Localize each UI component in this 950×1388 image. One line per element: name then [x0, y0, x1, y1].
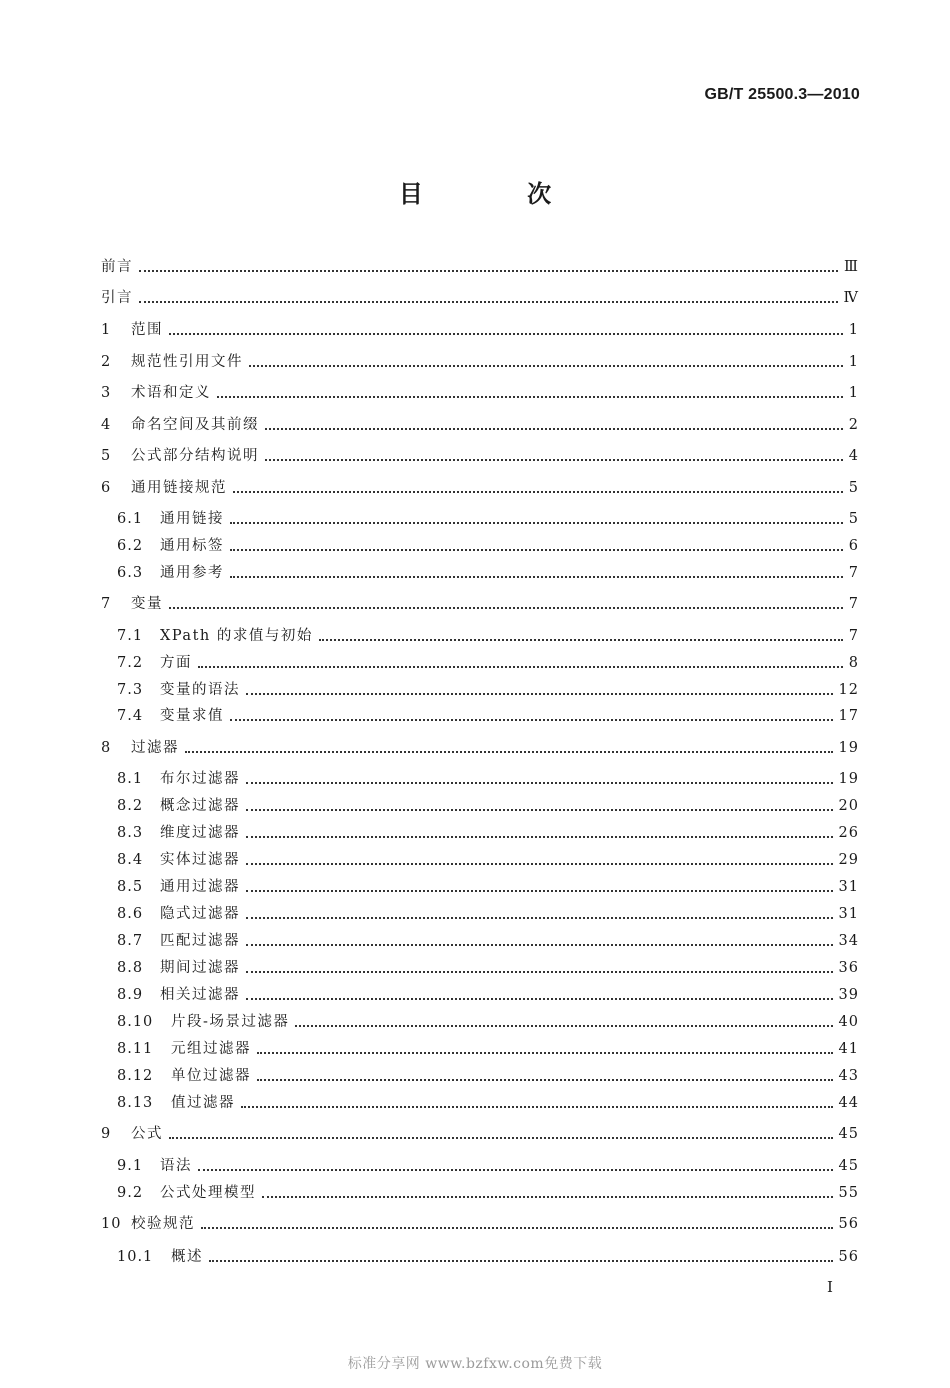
toc-leader-dots: [257, 1052, 833, 1054]
toc-entry-number: 8.3: [117, 825, 144, 841]
toc-entry-title: 通用过滤器: [160, 879, 240, 895]
toc-leader-dots: [262, 1196, 833, 1198]
toc-entry-number: 3: [101, 385, 112, 401]
toc-leader-dots: [246, 836, 833, 838]
toc-entry[interactable]: [101, 414, 859, 436]
toc-entry-page: 41: [838, 1041, 859, 1057]
toc-entry[interactable]: [117, 1065, 859, 1087]
toc-entry-page: 31: [838, 879, 859, 895]
toc-entry-page: 55: [838, 1185, 859, 1201]
toc-entry-number: 8: [101, 740, 112, 756]
toc-entry[interactable]: [117, 1155, 859, 1177]
toc-entry-page: Ⅲ: [844, 259, 859, 275]
toc-entry[interactable]: [117, 1038, 859, 1060]
toc-entry-number: 7: [101, 596, 112, 612]
toc-entry-number: 8.5: [117, 879, 144, 895]
toc-entry-number: 8.11: [117, 1041, 154, 1057]
toc-entry-number: 8.4: [117, 852, 144, 868]
toc-leader-dots: [201, 1227, 833, 1229]
toc-entry[interactable]: [101, 256, 859, 278]
toc-entry[interactable]: [101, 477, 859, 499]
toc-entry-number: 9.2: [117, 1185, 144, 1201]
toc-entry-title: 概述: [171, 1249, 203, 1265]
toc-entry[interactable]: [117, 625, 859, 647]
toc-entry[interactable]: [117, 1182, 859, 1204]
toc-entry-title: 片段-场景过滤器: [171, 1014, 290, 1030]
toc-entry-number: 8.10: [117, 1014, 154, 1030]
toc-leader-dots: [246, 693, 833, 695]
toc-entry-title: 相关过滤器: [160, 987, 240, 1003]
toc-entry-page: 2: [848, 417, 859, 433]
toc-entry[interactable]: [101, 351, 859, 373]
toc-entry-title: 校验规范: [131, 1216, 195, 1232]
toc-entry[interactable]: [101, 382, 859, 404]
toc-leader-dots: [246, 944, 833, 946]
toc-entry-page: 56: [838, 1216, 859, 1232]
toc-entry-title: 公式部分结构说明: [131, 448, 259, 464]
toc-entry-title: 引言: [101, 290, 133, 306]
toc-entry[interactable]: [117, 876, 859, 898]
toc-leader-dots: [246, 809, 833, 811]
toc-entry-title: 通用参考: [160, 565, 224, 581]
toc-entry[interactable]: [101, 1123, 859, 1145]
toc-entry-number: 6.2: [117, 538, 144, 554]
toc-leader-dots: [209, 1260, 833, 1262]
toc-entry-number: 6.1: [117, 511, 144, 527]
toc-entry-number: 7.1: [117, 628, 144, 644]
toc-entry-page: 19: [838, 740, 859, 756]
toc-entry-number: 8.6: [117, 906, 144, 922]
toc-entry[interactable]: [117, 768, 859, 790]
toc-entry[interactable]: [117, 1092, 859, 1114]
toc-entry-number: 8.13: [117, 1095, 154, 1111]
page-title: 目 次: [398, 180, 600, 208]
toc-entry-title: 元组过滤器: [171, 1041, 251, 1057]
toc-entry-title: 匹配过滤器: [160, 933, 240, 949]
toc-entry[interactable]: [117, 795, 859, 817]
toc-leader-dots: [230, 549, 843, 551]
toc-entry[interactable]: [117, 822, 859, 844]
toc-entry-page: 45: [838, 1126, 859, 1142]
toc-leader-dots: [230, 522, 843, 524]
toc-entry[interactable]: [101, 737, 859, 759]
toc-entry-page: 1: [848, 385, 859, 401]
toc-entry[interactable]: [117, 508, 859, 530]
toc-entry-page: 7: [848, 596, 859, 612]
standard-number: GB/T 25500.3—2010: [704, 86, 860, 103]
toc-entry-page: 45: [838, 1158, 859, 1174]
toc-leader-dots: [230, 576, 843, 578]
toc-entry-page: 1: [848, 354, 859, 370]
toc-entry-title: 隐式过滤器: [160, 906, 240, 922]
toc-entry-page: 39: [838, 987, 859, 1003]
toc-entry-title: 通用标签: [160, 538, 224, 554]
toc-entry-title: XPath 的求值与初始: [160, 628, 313, 644]
toc-entry-number: 2: [101, 354, 112, 370]
toc-leader-dots: [246, 890, 833, 892]
toc-leader-dots: [230, 719, 833, 721]
toc-entry-number: 9.1: [117, 1158, 144, 1174]
toc-entry-title: 实体过滤器: [160, 852, 240, 868]
toc-leader-dots: [169, 1137, 833, 1139]
toc-entry-title: 通用链接规范: [131, 480, 227, 496]
toc-leader-dots: [169, 607, 843, 609]
toc-entry-number: 7.3: [117, 682, 144, 698]
toc-entry-page: 5: [848, 480, 859, 496]
toc-entry-page: 1: [848, 322, 859, 338]
toc-entry[interactable]: [101, 445, 859, 467]
toc-entry-title: 值过滤器: [171, 1095, 235, 1111]
toc-entry-page: 43: [838, 1068, 859, 1084]
toc-entry-page: 8: [848, 655, 859, 671]
toc-leader-dots: [257, 1079, 833, 1081]
toc-entry-title: 概念过滤器: [160, 798, 240, 814]
toc-leader-dots: [169, 333, 843, 335]
toc-entry-number: 8.9: [117, 987, 144, 1003]
toc-leader-dots: [295, 1025, 832, 1027]
toc-leader-dots: [241, 1106, 833, 1108]
toc-entry-title: 期间过滤器: [160, 960, 240, 976]
toc-entry-page: 6: [848, 538, 859, 554]
toc-entry-title: 规范性引用文件: [131, 354, 243, 370]
toc-entry-page: 31: [838, 906, 859, 922]
toc-leader-dots: [265, 428, 843, 430]
toc-entry-page: 20: [838, 798, 859, 814]
toc-leader-dots: [246, 917, 833, 919]
toc-leader-dots: [265, 459, 843, 461]
toc-entry-title: 术语和定义: [131, 385, 211, 401]
toc-entry-number: 1: [101, 322, 112, 338]
toc-entry[interactable]: [117, 930, 859, 952]
toc-entry-number: 5: [101, 448, 112, 464]
toc-entry-title: 变量求值: [160, 708, 224, 724]
toc-entry-number: 8.7: [117, 933, 144, 949]
toc-entry-number: 8.1: [117, 771, 144, 787]
toc-entry-page: 40: [838, 1014, 859, 1030]
toc-entry[interactable]: [117, 535, 859, 557]
page-number: I: [827, 1278, 833, 1296]
toc-entry[interactable]: [117, 679, 859, 701]
toc-entry[interactable]: [117, 903, 859, 925]
toc-entry-page: 19: [838, 771, 859, 787]
toc-entry-title: 语法: [160, 1158, 192, 1174]
toc-entry-page: 7: [848, 565, 859, 581]
toc-leader-dots: [246, 863, 833, 865]
toc-entry[interactable]: [101, 319, 859, 341]
toc-entry-page: 12: [838, 682, 859, 698]
toc-entry-page: 44: [838, 1095, 859, 1111]
toc-entry-title: 维度过滤器: [160, 825, 240, 841]
toc-entry-title: 公式处理模型: [160, 1185, 256, 1201]
toc-entry[interactable]: [117, 1246, 859, 1268]
toc-entry-page: 36: [838, 960, 859, 976]
toc-leader-dots: [198, 666, 843, 668]
toc-leader-dots: [246, 998, 833, 1000]
toc-entry-number: 8.2: [117, 798, 144, 814]
toc-entry-title: 变量: [131, 596, 163, 612]
toc-entry-number: 8.8: [117, 960, 144, 976]
toc-entry[interactable]: [117, 957, 859, 979]
toc-entry-title: 范围: [131, 322, 163, 338]
toc-entry-page: 5: [848, 511, 859, 527]
toc-entry[interactable]: [117, 984, 859, 1006]
toc-entry-page: 26: [838, 825, 859, 841]
toc-leader-dots: [185, 751, 833, 753]
toc-entry-title: 公式: [131, 1126, 163, 1142]
toc-entry-number: 7.4: [117, 708, 144, 724]
toc-entry-page: 34: [838, 933, 859, 949]
toc-entry-page: 56: [838, 1249, 859, 1265]
toc-entry-page: 17: [838, 708, 859, 724]
toc-entry-page: 7: [848, 628, 859, 644]
toc-entry-page: 29: [838, 852, 859, 868]
toc-entry-number: 7.2: [117, 655, 144, 671]
toc-entry-title: 变量的语法: [160, 682, 240, 698]
toc-entry-title: 前言: [101, 259, 133, 275]
toc-entry-title: 单位过滤器: [171, 1068, 251, 1084]
toc-leader-dots: [139, 301, 838, 303]
toc-entry-page: 4: [848, 448, 859, 464]
toc-leader-dots: [217, 396, 843, 398]
toc-leader-dots: [249, 365, 843, 367]
toc-leader-dots: [139, 270, 838, 272]
toc-entry-number: 6: [101, 480, 112, 496]
toc-entry-title: 过滤器: [131, 740, 179, 756]
toc-entry[interactable]: [117, 849, 859, 871]
toc-entry-title: 方面: [160, 655, 192, 671]
toc-leader-dots: [233, 491, 843, 493]
toc-entry[interactable]: [117, 705, 859, 727]
toc-entry-number: 10.1: [117, 1249, 154, 1265]
footer-watermark: 标准分享网 www.bzfxw.com免费下载: [347, 1356, 603, 1372]
toc-entry-number: 10: [101, 1216, 122, 1232]
toc-entry-title: 通用链接: [160, 511, 224, 527]
toc-entry[interactable]: [101, 287, 859, 309]
toc-leader-dots: [246, 782, 833, 784]
toc-entry[interactable]: [101, 1213, 859, 1235]
toc-entry-number: 6.3: [117, 565, 144, 581]
toc-entry-number: 8.12: [117, 1068, 154, 1084]
toc-entry[interactable]: [117, 652, 859, 674]
toc-leader-dots: [319, 639, 843, 641]
toc-entry-title: 命名空间及其前缀: [131, 417, 259, 433]
toc-entry[interactable]: [117, 562, 859, 584]
toc-entry[interactable]: [117, 1011, 859, 1033]
toc-entry-title: 布尔过滤器: [160, 771, 240, 787]
toc-entry-page: Ⅳ: [843, 290, 859, 306]
toc-entry[interactable]: [101, 593, 859, 615]
toc-leader-dots: [198, 1169, 833, 1171]
toc-entry-number: 4: [101, 417, 112, 433]
toc-leader-dots: [246, 971, 833, 973]
toc-entry-number: 9: [101, 1126, 112, 1142]
